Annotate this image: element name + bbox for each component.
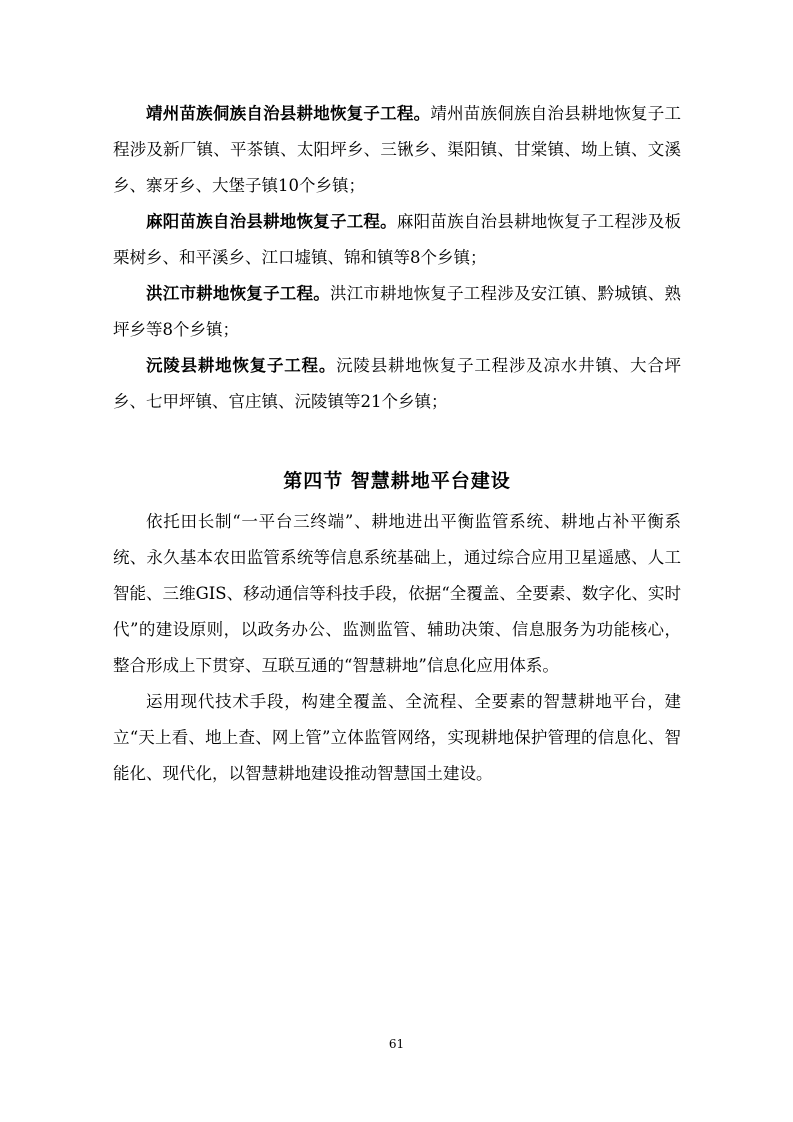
paragraph-lead: 麻阳苗族自治县耕地恢复子工程。 xyxy=(146,212,397,231)
page-content xyxy=(113,96,681,792)
paragraph-lead: 沅陵县耕地恢复子工程。 xyxy=(146,356,337,375)
section-paragraph-1: 依托田长制“一平台三终端”、耕地进出平衡监管系统、耕地占补平衡系统、永久基本农田监管系统等信息系统基础上，通过综合应用卫星遥感、人工智能、三维GIS、移动通信等科技手段，依据“全覆盖、全要素、数字化、实时代”的建设原则，以政务办公、监测监管、辅助决策、信息服务为功能核心，整合形成上下贯穿、互联互通的“智慧耕地”信息化应用体系。 xyxy=(113,512,681,675)
paragraph-lead: 洪江市耕地恢复子工程。 xyxy=(146,284,330,303)
paragraph-yuanling xyxy=(113,348,681,420)
paragraph-body: 麻阳苗族自治县耕地恢复子工程涉及板栗树乡、和平溪乡、江口墟镇、锦和镇等8个乡镇； xyxy=(113,212,682,267)
paragraph-body: 洪江市耕地恢复子工程涉及安江镇、黔城镇、熟坪乡等8个乡镇； xyxy=(113,284,682,339)
paragraph-lead: 靖州苗族侗族自治县耕地恢复子工程。 xyxy=(146,104,431,123)
paragraph-jingzhou xyxy=(113,96,681,204)
section-heading: 第四节 智慧耕地平台建设 xyxy=(283,470,511,492)
section-paragraph-2: 运用现代技术手段，构建全覆盖、全流程、全要素的智慧耕地平台，建立“天上看、地上查、网上管”立体监管网络，实现耕地保护管理的信息化、智能化、现代化，以智慧耕地建设推动智慧国土建设。 xyxy=(113,692,681,783)
paragraph-hongjiang xyxy=(113,276,681,348)
paragraph-mayang xyxy=(113,204,681,276)
page-number: 61 xyxy=(388,1037,405,1051)
paragraph-body: 沅陵县耕地恢复子工程涉及凉水井镇、大合坪乡、七甲坪镇、官庄镇、沅陵镇等21个乡镇； xyxy=(113,356,682,411)
paragraph-body: 靖州苗族侗族自治县耕地恢复子工程涉及新厂镇、平茶镇、太阳坪乡、三锹乡、渠阳镇、甘棠镇、坳上镇、文溪乡、寨牙乡、大堡子镇10个乡镇； xyxy=(113,104,682,195)
